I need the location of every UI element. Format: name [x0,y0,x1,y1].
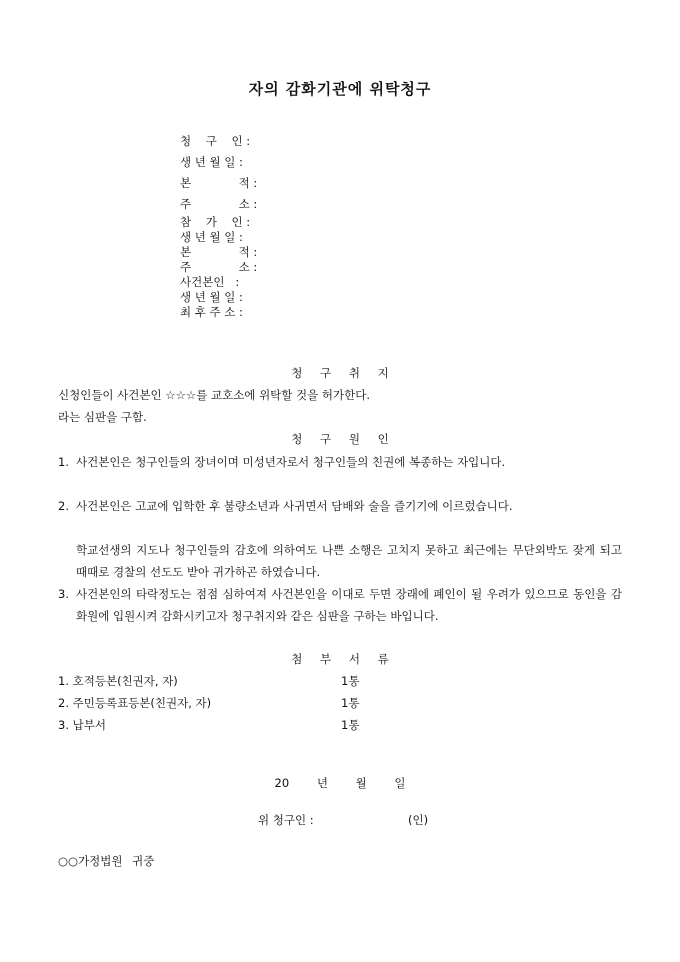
attachment-name: 3. 납부서 [58,718,106,732]
field-label: 주 소 : [180,260,258,274]
field-participant-birth [180,230,480,245]
field-label: 본 적 : [180,245,258,259]
field-subject-birth [180,290,480,305]
seal-mark: (인) [408,813,429,827]
field-label: 본 적 : [180,176,258,190]
attachment-count: 1통 [341,696,360,710]
item-number: 3. [58,587,69,601]
field-label: 주 소 : [180,197,258,211]
item-number: 2. [58,499,69,513]
field-claimant [180,131,480,152]
claim-cause-item [58,451,622,473]
claim-cause-item [58,583,622,627]
field-participant [180,215,480,230]
claim-cause-heading: 청 구 원 인 [291,432,389,446]
field-label: 생 년 월 일 : [180,230,243,244]
field-subject-last-address [180,305,480,320]
attachment-count: 1통 [341,718,360,732]
party-fields [180,131,480,320]
field-label: 생 년 월 일 : [180,290,243,304]
field-subject [180,275,480,290]
signature-label: 위 청구인 : [258,813,314,827]
attachment-row [58,714,458,736]
field-label: 사건본인 : [180,275,240,289]
claim-cause-item [58,539,622,583]
attachment-name: 1. 호적등본(친권자, 자) [58,674,178,688]
document-title: 자의 감화기관에 위탁청구 [248,80,432,98]
filing-date: 20 년 월 일 [274,776,406,790]
attachments-heading: 첨 부 서 류 [291,652,389,666]
item-text: 사건본인은 고교에 입학한 후 불량소년과 사귀면서 담배와 술을 즐기기에 이르렀습니다. [76,499,513,513]
claim-cause-item [58,495,622,517]
item-number: 1. [58,455,69,469]
field-claimant-birth [180,152,480,173]
field-label: 참 가 인 : [180,215,251,229]
item-text: 사건본인은 청구인들의 장녀이며 미성년자로서 청구인들의 친권에 복종하는 자입니다. [76,455,506,469]
attachment-row [58,692,458,714]
field-claimant-domicile [180,173,480,194]
field-claimant-address [180,194,480,215]
attachment-row [58,670,458,692]
attachment-name: 2. 주민등록표등본(친권자, 자) [58,696,212,710]
attachment-count: 1통 [341,674,360,688]
claim-purpose-heading: 청 구 취 지 [291,366,389,380]
item-text: 사건본인의 타락정도는 점점 심하여져 사건본인을 이대로 두면 장래에 폐인이 될 우려가 있으므로 동인을 감화원에 입원시켜 감화시키고자 청구취지와 같은 심판을 구하는 바입니다. [76,587,622,623]
claim-purpose-line: 신청인들이 사건본인 ☆☆☆를 교호소에 위탁할 것을 허가한다. [58,388,371,402]
field-label: 최 후 주 소 : [180,305,243,319]
field-label: 생 년 월 일 : [180,155,243,169]
claim-purpose-line: 라는 심판을 구함. [58,410,147,424]
field-participant-domicile [180,245,480,260]
court-addressee: ○○가정법원 귀중 [58,854,155,868]
item-text: 학교선생의 지도나 청구인들의 감호에 의하여도 나쁜 소행은 고치지 못하고 최근에는 무단외박도 잦게 되고 때때로 경찰의 선도도 받아 귀가하곤 하였습니다. [76,543,622,579]
field-participant-address [180,260,480,275]
field-label: 청 구 인 : [180,134,251,148]
signature-line [258,812,429,828]
